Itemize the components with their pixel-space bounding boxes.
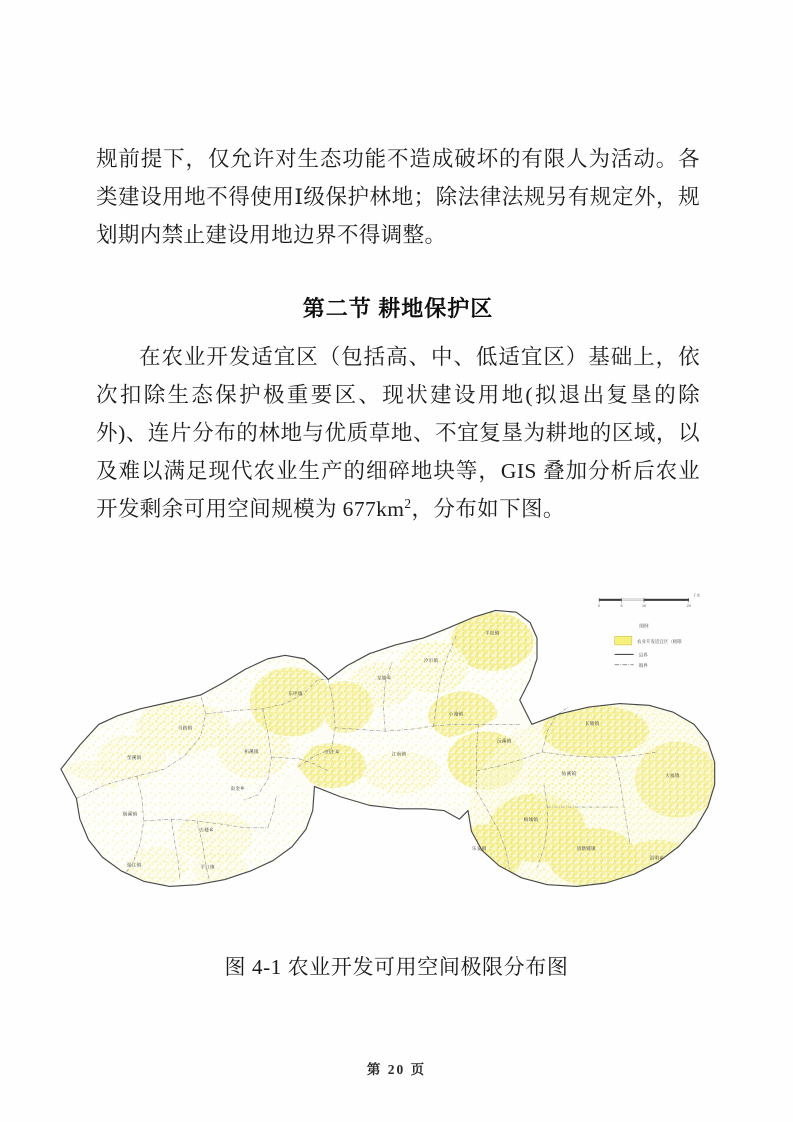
legend-label-town-boundary: 镇界 bbox=[638, 662, 648, 668]
figure-map-container bbox=[54, 545, 744, 945]
map-scalebar bbox=[598, 593, 700, 608]
map-label: 半岛镇 bbox=[484, 630, 500, 636]
map-legend bbox=[615, 623, 683, 669]
map-label: 东坪镇 bbox=[288, 690, 303, 696]
map-label: 田庄乡 bbox=[325, 749, 340, 755]
map-label: 清塘铺镇 bbox=[576, 846, 596, 852]
section-heading: 第二节 耕地保护区 bbox=[302, 296, 494, 321]
map-label: 滔明乡 bbox=[649, 855, 665, 861]
map-label: 马路镇 bbox=[177, 725, 193, 731]
page-footer: 第 20 页 bbox=[366, 1062, 427, 1077]
map-label: 冷市镇 bbox=[423, 658, 439, 664]
paragraph-continuation: 规前提下，仅允许对生态功能不造成破坏的有限人为活动。各类建设用地不得使用Ⅰ级保护林地；除法律法规另有规定外，规划期内禁止建设用地边界不得调整。 bbox=[96, 147, 700, 247]
figure-caption: 图 4-1 农业开发可用空间极限分布图 bbox=[224, 955, 569, 979]
scalebar-tick: 0 bbox=[598, 604, 601, 608]
map-label: 龙塘乡 bbox=[377, 675, 392, 681]
suitable-zone-layer bbox=[54, 607, 727, 896]
map-label: 乐安镇 bbox=[471, 846, 487, 852]
agricultural-development-map bbox=[54, 545, 744, 945]
spacer-below-heading bbox=[96, 328, 700, 338]
map-label: 沅溪镇 bbox=[496, 738, 512, 744]
map-label: 长塘镇 bbox=[584, 721, 600, 727]
map-label: 奎溪镇 bbox=[126, 754, 142, 760]
map-label: 小淹镇 bbox=[448, 711, 464, 717]
paragraph-text-part2: ，分布如下图。 bbox=[411, 497, 565, 521]
map-label: 大福镇 bbox=[665, 772, 680, 778]
map-label: 柘溪镇 bbox=[244, 748, 259, 754]
map-label: 烟溪镇 bbox=[122, 811, 138, 817]
superscript-square: 2 bbox=[404, 495, 412, 511]
map-label: 渠江镇 bbox=[126, 862, 142, 868]
spacer-above-heading bbox=[96, 254, 700, 290]
legend-swatch-suitable-zone bbox=[615, 636, 632, 645]
paragraph-farmland-protection bbox=[96, 338, 700, 528]
map-label: 古楼乡 bbox=[199, 827, 214, 833]
paragraph-text-part1: 在农业开发适宜区（包括高、中、低适宜区）基础上，依次扣除生态保护极重要区、现状建设用地(拟退出复垦的除外)、连片分布的林地与优质草地、不宜复垦为耕地的区域，以及难以满足现代农业生产的细碎地块等，GIS 叠加分析后农业开发剩余可用空间规模为 677km bbox=[96, 345, 700, 521]
map-label: 仙溪镇 bbox=[561, 771, 577, 777]
scalebar-unit: 千米 bbox=[692, 593, 701, 598]
map-label: 南金乡 bbox=[230, 785, 246, 791]
body-text-column bbox=[96, 140, 700, 528]
scalebar-tick: 20 bbox=[686, 604, 691, 608]
scalebar-tick: 5 bbox=[620, 604, 623, 608]
scalebar-tick: 10 bbox=[641, 604, 646, 608]
map-label: 梅城镇 bbox=[523, 816, 539, 822]
map-label: 平口镇 bbox=[200, 864, 215, 870]
legend-title: 图例 bbox=[639, 623, 649, 629]
legend-label-county-boundary: 县界 bbox=[638, 652, 648, 658]
map-label: 江南镇 bbox=[391, 751, 407, 757]
legend-label-suitable-zone: 农业开发适宜区（极限 bbox=[637, 639, 682, 645]
